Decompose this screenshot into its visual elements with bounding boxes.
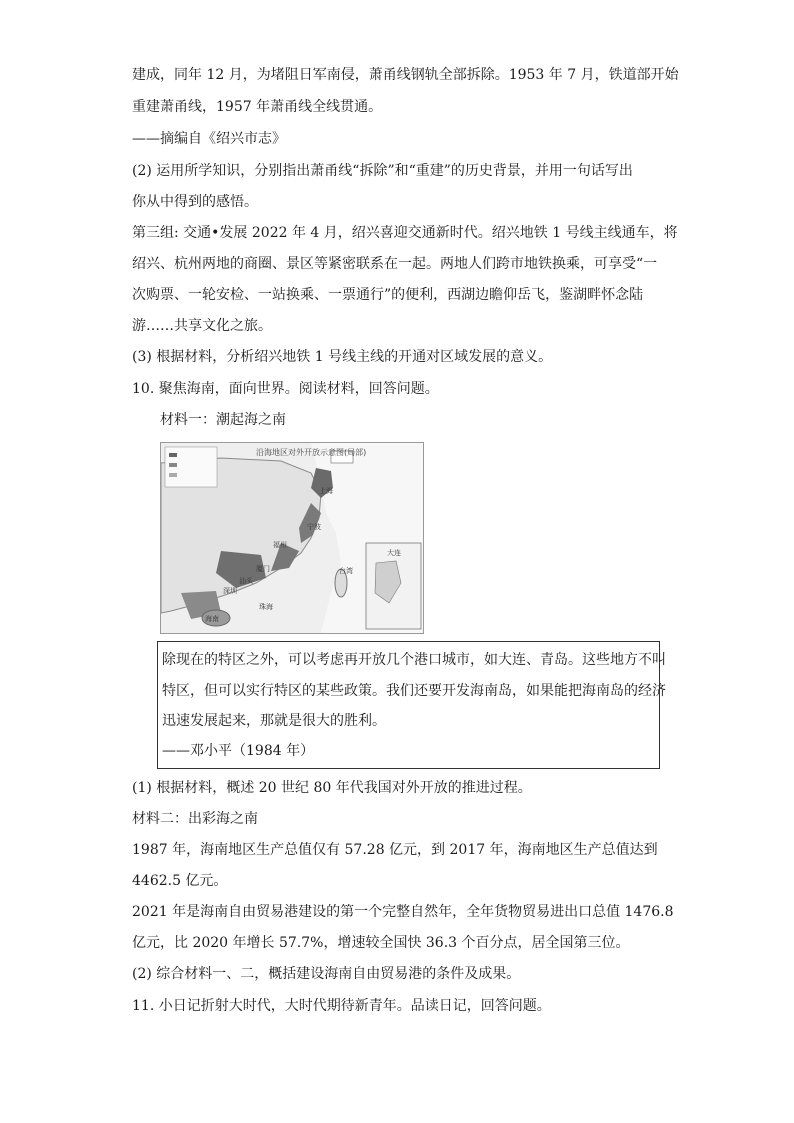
map-label: 珠海 xyxy=(259,603,273,611)
material-2-heading: 材料二：出彩海之南 xyxy=(132,811,258,827)
question-11: 11. 小日记折射大时代，大时代期待新青年。品读日记，回答问题。 xyxy=(132,998,551,1014)
text-line: 亿元，比 2020 年增长 57.7%，增速较全国快 36.3 个百分点，居全国第三位。 xyxy=(132,935,630,951)
question-10-2: (2) 综合材料一、二，概括建设海南自由贸易港的条件及成果。 xyxy=(132,966,521,982)
quote-line: 除现在的特区之外，可以考虑再开放几个港口城市，如大连、青岛。这些地方不叫 xyxy=(162,652,666,668)
text-line: 建成，同年 12 月，为堵阻日军南侵，萧甬线钢轨全部拆除。1953 年 7 月，铁道部开始 xyxy=(132,67,679,83)
map-label: 厦门 xyxy=(256,565,270,573)
material-1-heading: 材料一：潮起海之南 xyxy=(160,412,286,428)
question-3: (3) 根据材料，分析绍兴地铁 1 号线主线的开通对区域发展的意义。 xyxy=(132,349,553,365)
map-label: 宁波 xyxy=(307,523,321,531)
text-line: 重建萧甬线，1957 年萧甬线全线贯通。 xyxy=(132,99,383,115)
text-line: 次购票、一轮安检、一站换乘、一票通行”的便利，西湖边瞻仰岳飞，鉴湖畔怀念陆 xyxy=(132,287,644,303)
question-10-1: (1) 根据材料，概述 20 世纪 80 年代我国对外开放的推进过程。 xyxy=(132,780,532,796)
map-label: 汕头 xyxy=(239,577,253,585)
coastal-opening-map xyxy=(160,442,424,634)
map-label: 福州 xyxy=(273,541,287,549)
map-title: 沿海地区对外开放示意图(局部) xyxy=(256,448,367,457)
map-label: 大连 xyxy=(387,549,401,557)
map-label: 上海 xyxy=(319,487,333,495)
text-line: 1987 年，海南地区生产总值仅有 57.28 亿元，到 2017 年，海南地区生产总值达到 xyxy=(132,842,658,858)
quote-line: 特区，但可以实行特区的某些政策。我们还要开发海南岛，如果能把海南岛的经济 xyxy=(162,683,666,699)
text-line: 4462.5 亿元。 xyxy=(132,873,228,889)
text-line: 游……共享文化之旅。 xyxy=(132,318,272,334)
map-label: 海南 xyxy=(205,615,219,623)
text-line: 2021 年是海南自由贸易港建设的第一个完整自然年，全年货物贸易进出口总值 1476.8 xyxy=(132,904,674,920)
map-label: 台湾 xyxy=(339,567,353,575)
question-10: 10. 聚焦海南，面向世界。阅读材料，回答问题。 xyxy=(132,381,439,397)
source-citation: ——摘编自《绍兴市志》 xyxy=(132,131,286,147)
question-2: (2) 运用所学知识，分别指出萧甬线“拆除”和“重建”的历史背景，并用一句话写出 xyxy=(132,163,633,179)
map-label: 深圳 xyxy=(223,587,237,595)
group-3-text: 第三组: 交通•发展 2022 年 4 月，绍兴喜迎交通新时代。绍兴地铁 1 号线主线通车，将 xyxy=(132,225,678,241)
quote-line: 迅速发展起来，那就是很大的胜利。 xyxy=(162,713,386,729)
deng-xiaoping-quote-box xyxy=(157,641,666,769)
quote-attribution: ——邓小平（1984 年） xyxy=(162,743,315,759)
text-line: 绍兴、杭州两地的商圈、景区等紧密联系在一起。两地人们跨市地铁换乘，可享受“一 xyxy=(132,256,658,272)
text-line: 你从中得到的感悟。 xyxy=(132,194,258,210)
